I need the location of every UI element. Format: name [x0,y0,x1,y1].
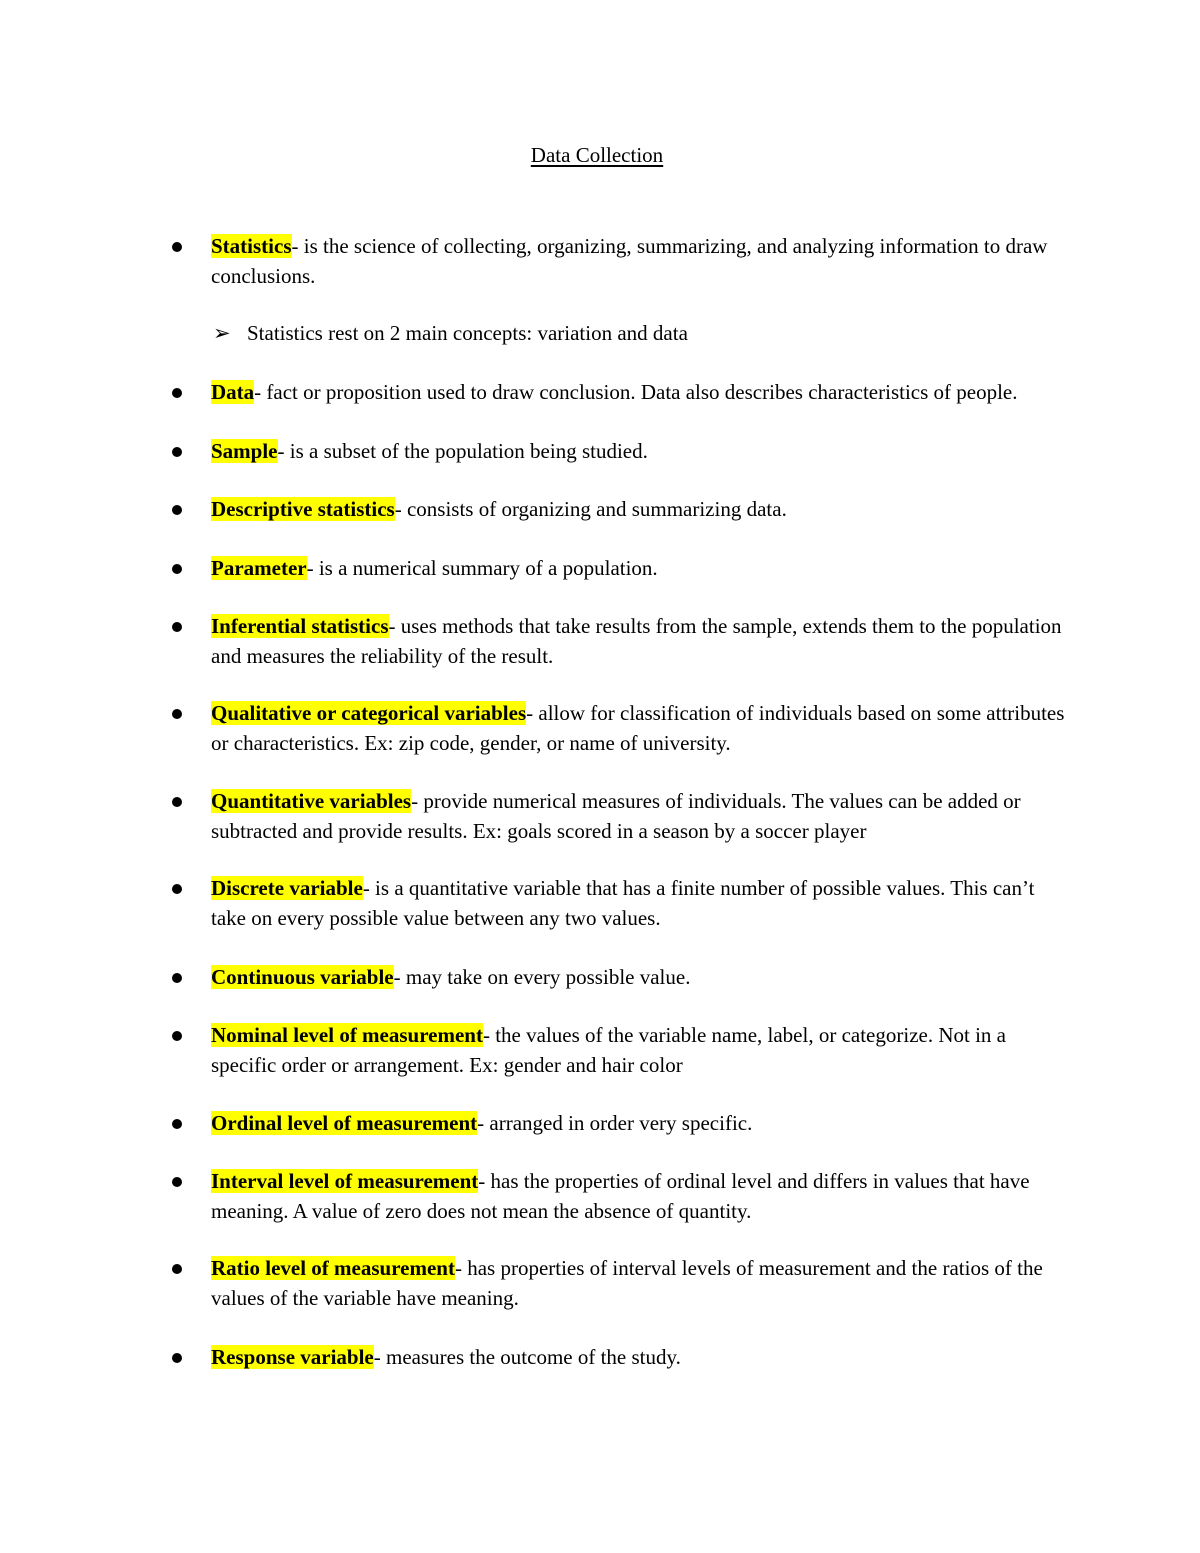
term-definition: - is a subset of the population being studied. [277,439,648,463]
term-highlight: Ordinal level of measurement [211,1111,478,1135]
bullet-icon [172,505,182,515]
bullet-icon [172,709,182,719]
bullet-icon [172,1177,182,1187]
term-highlight: Discrete variable [211,876,363,900]
term-definition: - provide numerical measures of individuals. The values can be added or subtracted and provide results. Ex: goals scored in a season by a soccer player [211,789,1021,843]
page-title [0,140,1200,170]
item-text [211,1166,1073,1226]
term-highlight: Data [211,380,255,404]
term-definition: - fact or proposition used to draw conclusion. Data also describes characteristics of people. [254,380,1018,404]
sub-item-text: Statistics rest on 2 main concepts: variation and data [247,321,688,345]
term-highlight: Qualitative or categorical variables [211,701,527,725]
item-text [211,377,1073,407]
term-definition: - has the properties of ordinal level and differs in values that have meaning. A value of zero does not mean the absence of quantity. [211,1169,1030,1223]
item-text [211,1108,1073,1138]
term-highlight: Sample [211,439,278,463]
bullet-icon [172,622,182,632]
bullet-icon [172,1353,182,1363]
term-definition: - consists of organizing and summarizing data. [394,497,787,521]
item-text [211,436,1073,466]
term-highlight: Inferential statistics [211,614,389,638]
bullet-icon [172,797,182,807]
bullet-icon [172,1119,182,1129]
term-definition: - has properties of interval levels of measurement and the ratios of the values of the variable have meaning. [211,1256,1043,1310]
item-text [211,1342,1073,1372]
term-highlight: Descriptive statistics [211,497,395,521]
item-text [211,494,1073,524]
term-definition: - is a quantitative variable that has a finite number of possible values. This can’t take on every possible value between any two values. [211,876,1035,930]
bullet-icon [172,242,182,252]
term-highlight: Response variable [211,1345,374,1369]
bullet-icon [172,1031,182,1041]
bullet-icon [172,884,182,894]
bullet-icon [172,973,182,983]
item-text [211,611,1073,671]
item-text [211,231,1073,291]
term-highlight: Statistics [211,234,292,258]
term-definition: - allow for classification of individuals based on some attributes or characteristics. Ex: zip code, gender, or name of university. [211,701,1065,755]
term-definition: - measures the outcome of the study. [373,1345,681,1369]
term-highlight: Parameter [211,556,307,580]
term-highlight: Quantitative variables [211,789,412,813]
bullet-icon [172,1264,182,1274]
bullet-icon [172,564,182,574]
term-definition: - arranged in order very specific. [477,1111,753,1135]
bullet-icon [172,388,182,398]
bullet-icon [172,447,182,457]
term-definition: - uses methods that take results from the sample, extends them to the population and measures the reliability of the result. [211,614,1062,668]
term-definition: - is a numerical summary of a population. [306,556,658,580]
term-highlight: Interval level of measurement [211,1169,479,1193]
item-text [211,962,1073,992]
item-text [211,1253,1073,1313]
item-text [211,1020,1073,1080]
item-text [211,553,1073,583]
arrow-bullet-icon: ➢ [213,321,231,345]
term-definition: - the values of the variable name, label, or categorize. Not in a specific order or arrangement. Ex: gender and hair color [211,1023,1007,1077]
item-text [211,698,1073,758]
item-text [211,786,1073,846]
term-highlight: Continuous variable [211,965,394,989]
term-definition: - is the science of collecting, organizing, summarizing, and analyzing information to draw conclusions. [211,234,1048,288]
term-highlight: Ratio level of measurement [211,1256,455,1280]
term-definition: - may take on every possible value. [393,965,691,989]
item-text [211,873,1073,933]
title-text: Data Collection [530,143,664,167]
term-highlight: Nominal level of measurement [211,1023,483,1047]
